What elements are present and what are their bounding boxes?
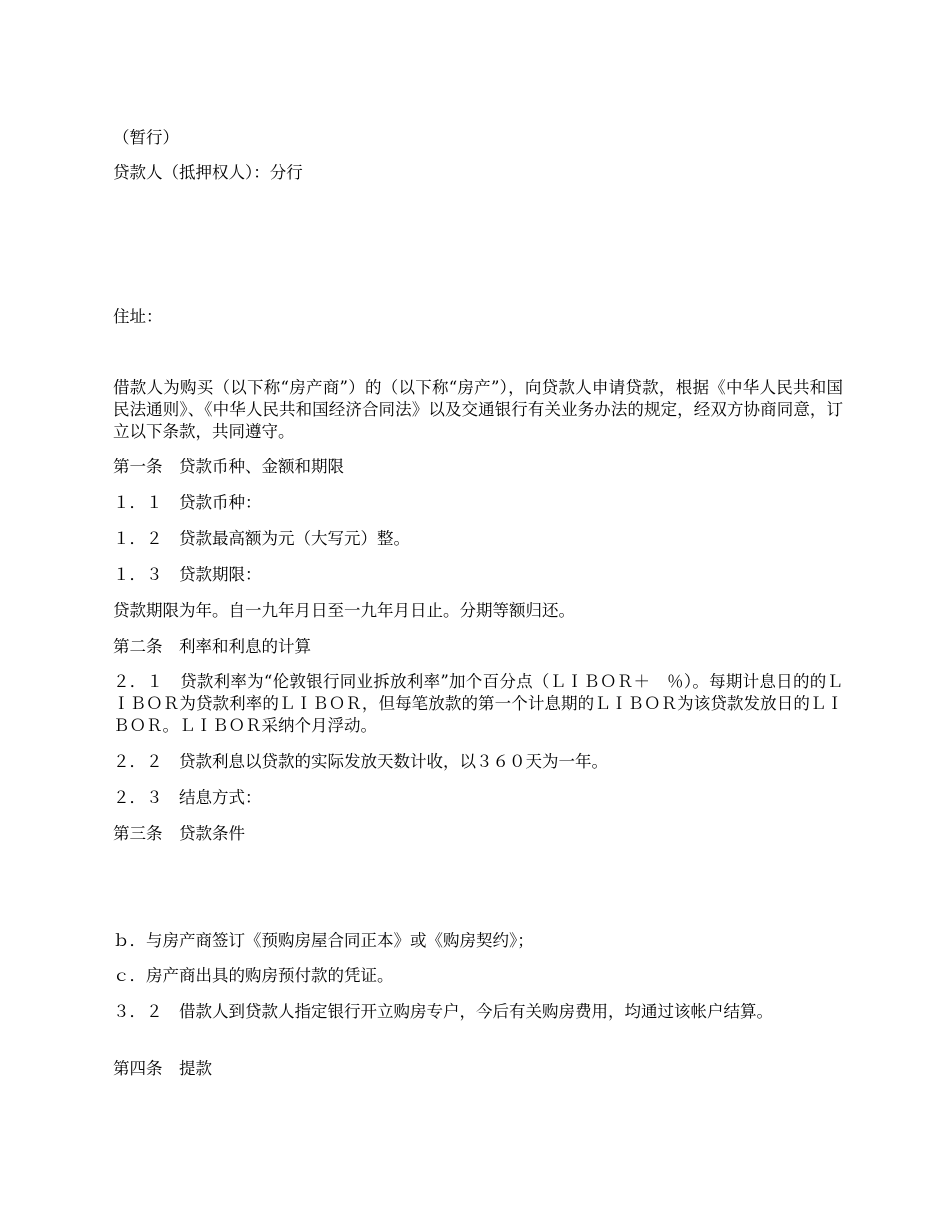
article-4-title: 第四条 提款 xyxy=(113,1059,212,1078)
header-note: （暂行） xyxy=(113,128,179,147)
clause-1-2: １．２ 贷款最高额为元（大写元）整。 xyxy=(113,529,410,548)
clause-3-c: ｃ．房产商出具的购房预付款的凭证。 xyxy=(113,966,394,985)
lender-line: 贷款人（抵押权人）：分行 xyxy=(113,163,303,182)
article-1-title: 第一条 贷款币种、金额和期限 xyxy=(113,457,344,476)
address-line: 住址： xyxy=(113,307,163,326)
intro-paragraph: 借款人为购买（以下称“房产商”）的（以下称“房产”），向贷款人申请贷款，根据《中华人民共和国民法通则》、《中华人民共和国经济合同法》以及交通银行有关业务办法的规定，经双方协商同意，订立以下条款，共同遵守。 xyxy=(113,378,843,441)
clause-2-1: ２．１ 贷款利率为“伦敦银行同业拆放利率”加个百分点（ＬＩＢＯＲ＋ ％）。每期计息日的的ＬＩＢＯＲ为贷款利率的ＬＩＢＯＲ，但每笔放款的第一个计息期的ＬＩＢＯＲ为该贷款发放日的ＬＩＢＯＲ。ＬＩＢＯＲ采纳个月浮动。 xyxy=(113,672,843,735)
clause-2-2: ２．２ 贷款利息以贷款的实际发放天数计收，以３６０天为一年。 xyxy=(113,752,608,771)
article-3-title: 第三条 贷款条件 xyxy=(113,824,245,843)
clause-1-1: １．１ 贷款币种： xyxy=(113,493,262,512)
clause-1-3: １．３ 贷款期限： xyxy=(113,565,262,584)
article-2-title: 第二条 利率和利息的计算 xyxy=(113,637,311,656)
clause-3-2: ３．２ 借款人到贷款人指定银行开立购房专户，今后有关购房费用，均通过该帐户结算。 xyxy=(113,1002,773,1021)
clause-3-b: ｂ．与房产商签订《预购房屋合同正本》或《购房契约》； xyxy=(113,931,534,950)
clause-2-3: ２．３ 结息方式： xyxy=(113,788,262,807)
loan-term-text: 贷款期限为年。自一九年月日至一九年月日止。分期等额归还。 xyxy=(113,601,575,620)
